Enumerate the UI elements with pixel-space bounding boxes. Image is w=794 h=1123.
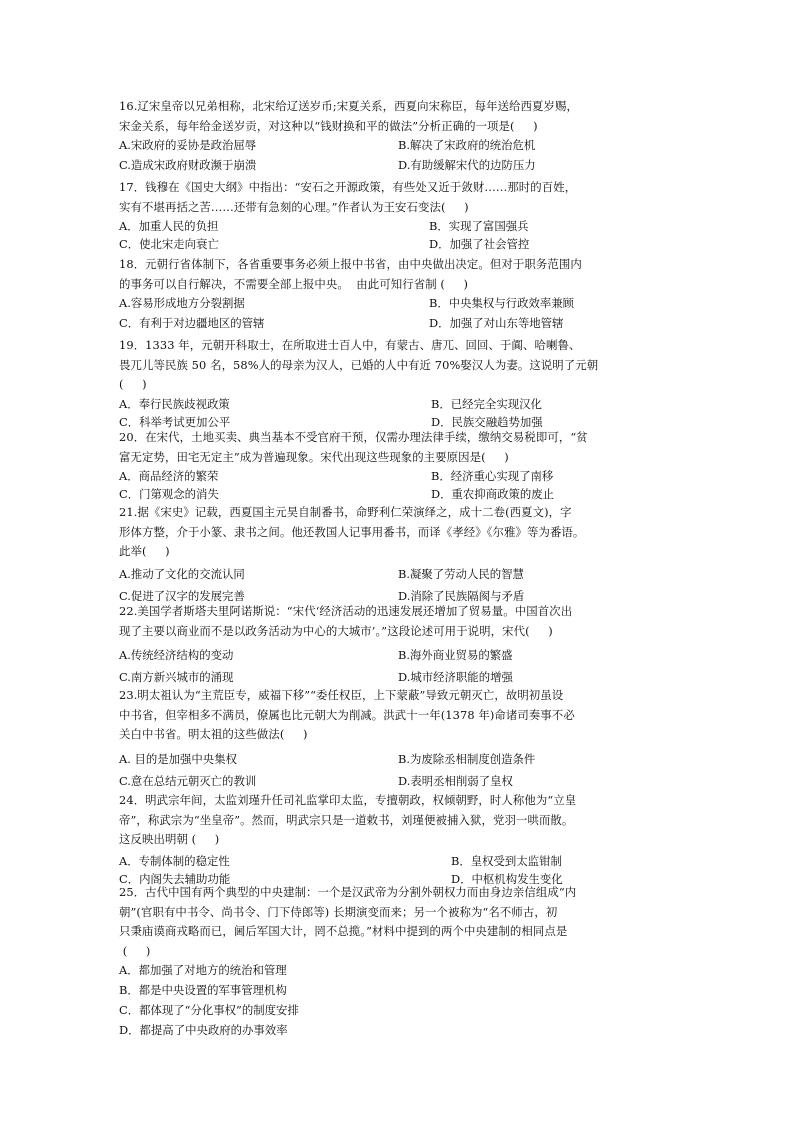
option-b: B.为废除丞相制度创造条件 — [398, 751, 536, 766]
option-b: B.凝聚了劳动人民的智慧 — [398, 566, 524, 581]
question-21 — [119, 503, 679, 603]
stem-line: 此举( ) — [119, 544, 170, 559]
option-b: B．已经完全实现汉化 — [431, 396, 542, 411]
option-c: C．使北宋走向衰亡 — [119, 237, 219, 252]
option-c: C．门第观念的消失 — [119, 487, 219, 502]
stem-line: 朝”(官职有中书令、尚书令、门下侍郎等) 长期演变而来；另一个被称为“名不师古，初 — [119, 904, 558, 919]
question-stem — [119, 428, 679, 467]
stem-line: 23.明太祖认为“主荒臣专，威福下移”“委任权臣，上下蒙蔽”导致元朝灭亡，故明初虽设 — [119, 688, 564, 702]
option-b: B．中央集权与行政效率兼顾 — [429, 296, 575, 311]
option-d: D．加强了对山东等地管辖 — [429, 316, 564, 331]
option-a: A．专制体制的稳定性 — [119, 853, 230, 868]
stem-line: 中书省，但宰相多不满员，僚属也比元朝大为削减。洪武十一年(1378 年)命诸司奏事不必 — [119, 707, 575, 722]
question-stem — [119, 255, 679, 294]
option-d: D.城市经济职能的增强 — [398, 670, 513, 685]
option-d: D．中枢机构发生变化 — [451, 871, 563, 886]
option-b: B.解决了宋政府的统治危机 — [398, 138, 536, 153]
option-d: D．加强了社会管控 — [429, 237, 530, 252]
question-19 — [119, 336, 679, 429]
option-d: D．都提高了中央政府的办事效率 — [119, 1023, 288, 1038]
option-b: B.海外商业贸易的繁盛 — [398, 648, 513, 663]
question-23 — [119, 686, 679, 788]
option-a: A．商品经济的繁荣 — [119, 469, 219, 484]
option-a: A.推动了文化的交流认同 — [119, 566, 245, 581]
option-a: A．奉行民族歧视政策 — [119, 396, 230, 411]
stem-line: 富无定势，田宅无定主”成为普遍现象。宋代出现这些现象的主要原因是( ) — [119, 449, 509, 464]
stem-line: 21.据《宋史》记载，西夏国主元昊自制番书，命野利仁荣演绎之，成十二卷(西夏文)，字 — [119, 505, 572, 519]
question-stem — [119, 97, 679, 136]
question-16 — [119, 97, 679, 173]
stem-line: 这反映出明朝 ( ) — [119, 832, 220, 847]
option-d: D．重农抑商政策的废止 — [431, 487, 555, 502]
option-b: B．经济重心实现了南移 — [431, 469, 554, 484]
stem-line: 关白中书省。明太祖的这些做法( ) — [119, 727, 308, 742]
stem-line: 只秉庙谟商戎略而已，阃后军国大计，罔不总揽。”材料中提到的两个中央建制的相同点是 — [119, 924, 568, 939]
stem-line: ( ) — [119, 943, 151, 958]
stem-line: 25．古代中国有两个典型的中央建制：一个是汉武帝为分割外朝权力而由身边亲信组成“内 — [119, 885, 577, 899]
question-22 — [119, 602, 679, 685]
question-stem — [119, 336, 679, 395]
stem-line: 实有不堪再括之苦……还带有急刻的心理。”作者认为王安石变法( ) — [119, 199, 469, 214]
question-stem — [119, 686, 679, 745]
stem-line: 形体方整，介于小篆、隶书之间。他还教国人记事用番书，而译《孝经》《尔雅》等为番语。 — [119, 524, 585, 539]
option-b: B．都是中央设置的军事管理机构 — [119, 983, 287, 998]
option-c: C.意在总结元朝灭亡的教训 — [119, 773, 257, 788]
stem-line: 16.辽宋皇帝以兄弟相称，北宋给辽送岁币;宋夏关系，西夏向宋称臣，每年送给西夏岁赐， — [119, 99, 578, 113]
stem-line: 的事务可以自行解决，不需要全部上报中央。 由此可知行省制 ( ) — [119, 276, 469, 291]
stem-line: 帝”，称武宗为“坐皇帝”。然而，明武宗只是一道敕书，刘瑾便被捕入狱，党羽一哄而散。 — [119, 812, 574, 827]
question-17 — [119, 178, 679, 252]
option-a: A.容易形成地方分裂割据 — [119, 296, 245, 311]
option-d: D．民族交融趋势加强 — [431, 414, 543, 429]
option-a: A.宋政府的妥协是政治屈辱 — [119, 138, 257, 153]
question-18 — [119, 255, 679, 331]
option-c: C．都体现了“分化事权”的制度安排 — [119, 1003, 299, 1018]
option-b: B．皇权受到太监钳制 — [451, 853, 562, 868]
option-a: A. 目的是加强中央集权 — [119, 751, 237, 766]
option-c: C.促进了汉字的发展完善 — [119, 588, 245, 603]
stem-line: ( ) — [119, 377, 147, 392]
question-stem — [119, 883, 679, 961]
question-stem — [119, 503, 679, 562]
question-20 — [119, 428, 679, 502]
stem-line: 17．钱穆在《国史大纲》中指出：“安石之开源政策，有些处又近于敛财……那时的百姓， — [119, 180, 577, 194]
option-c: C．内阁失去辅助功能 — [119, 871, 231, 886]
stem-line: 现了主要以商业而不是以政务活动为中心的大城市’。”这段论述可用于说明，宋代( ) — [119, 623, 553, 638]
option-a: A．都加强了对地方的统治和管理 — [119, 963, 287, 978]
option-d: D.有助缓解宋代的边防压力 — [398, 158, 536, 173]
stem-line: 22.美国学者斯塔夫里阿诺斯说：“宋代‘经济活动的迅速发展还增加了贸易量。中国首次出 — [119, 604, 573, 618]
question-25 — [119, 883, 679, 1038]
question-stem — [119, 602, 679, 641]
stem-line: 畏兀儿等民族 50 名，58%人的母亲为汉人，已婚的人中有近 70%娶汉人为妻。这说明了元朝 — [119, 357, 599, 372]
question-24 — [119, 791, 679, 886]
option-c: C.南方新兴城市的涌现 — [119, 670, 234, 685]
option-a: A.传统经济结构的变动 — [119, 648, 234, 663]
question-stem — [119, 791, 679, 850]
option-d: D.表明丞相削弱了皇权 — [398, 773, 513, 788]
option-c: C．科举考试更加公平 — [119, 414, 231, 429]
option-b: B．实现了富国强兵 — [429, 219, 529, 234]
stem-line: 24．明武宗年间，太监刘瑾升任司礼监掌印太监，专擅朝政，权倾朝野，时人称他为“立皇 — [119, 793, 577, 807]
option-c: C.造成宋政府财政濒于崩溃 — [119, 158, 257, 173]
option-c: C．有利于对边疆地区的管辖 — [119, 316, 265, 331]
option-a: A．加重人民的负担 — [119, 219, 219, 234]
stem-line: 18．元朝行省体制下，各省重要事务必须上报中书省，由中央做出决定。但对于职务范围内 — [119, 257, 582, 271]
option-d: D.消除了民族隔阂与矛盾 — [398, 588, 525, 603]
stem-line: 19．1333 年，元朝开科取士，在所取进士百人中，有蒙古、唐兀、回回、于阗、哈喇鲁、 — [119, 338, 581, 352]
question-stem — [119, 178, 679, 217]
stem-line: 宋金关系，每年给金送岁贡，对这种以“钱财换和平的做法”分析正确的一项是( ) — [119, 118, 538, 133]
stem-line: 20．在宋代，土地买卖、典当基本不受官府干预，仅需办理法律手续，缴纳交易税即可，“贫 — [119, 430, 588, 444]
